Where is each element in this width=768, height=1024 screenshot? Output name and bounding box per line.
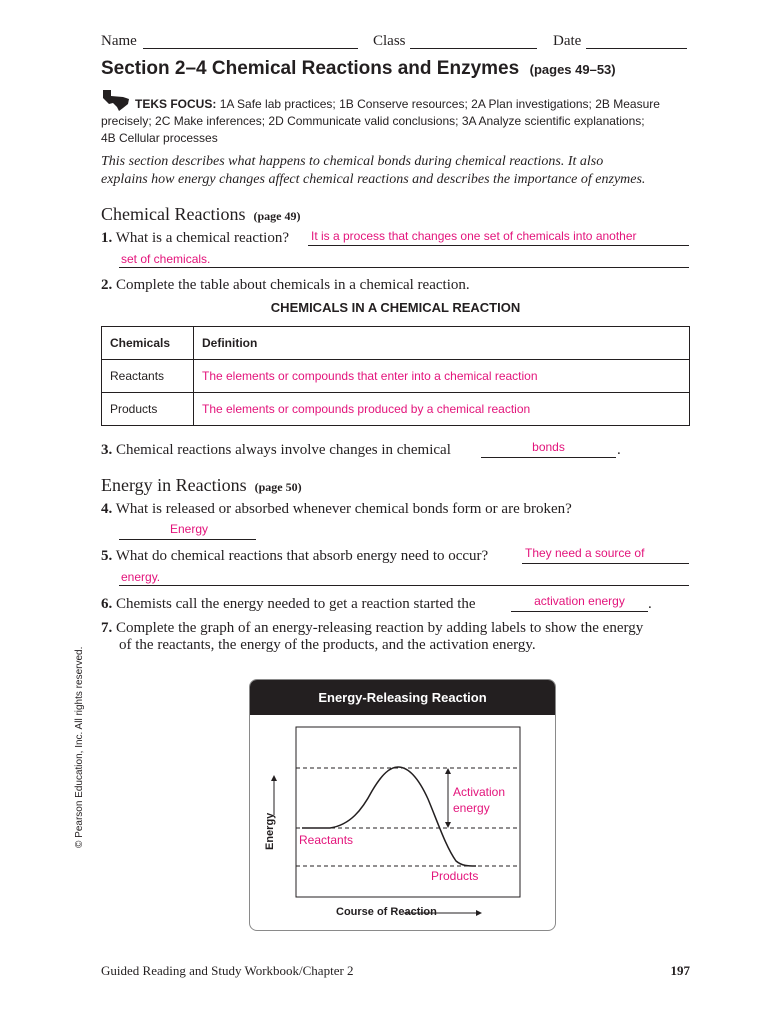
- question-text: Complete the table about chemicals in a chemical reaction.: [116, 277, 470, 293]
- table-header-row: [102, 327, 690, 360]
- question-1: [101, 230, 289, 247]
- section-title: Section 2–4 Chemical Reactions and Enzymes: [101, 58, 520, 79]
- answer-line-3[interactable]: [481, 457, 616, 458]
- date-label: Date: [553, 33, 582, 49]
- answer-line-4[interactable]: [119, 539, 256, 540]
- class-field[interactable]: [410, 48, 537, 49]
- question-5: [101, 548, 488, 565]
- label-line: energy: [453, 801, 490, 815]
- question-number: 4.: [101, 501, 113, 517]
- answer-1-line-2: set of chemicals.: [121, 252, 211, 266]
- teks-text-1: 1A Safe lab practices; 1B Conserve resources; 2A Plan investigations; 2B Measure: [219, 97, 660, 111]
- graph-title: Energy-Releasing Reaction: [250, 680, 555, 715]
- teks-label: TEKS FOCUS:: [135, 97, 217, 111]
- question-text: What do chemical reactions that absorb energy need to occur?: [115, 548, 489, 564]
- energy-graph: [249, 679, 556, 931]
- question-text: Chemical reactions always involve changes in chemical: [116, 442, 451, 458]
- question-number: 5.: [101, 548, 113, 564]
- answer-5-line-1: They need a source of: [525, 546, 645, 560]
- question-7-line-2: of the reactants, the energy of the products, and the activation energy.: [119, 637, 536, 653]
- copyright-notice: © Pearson Education, Inc. All rights reserved.: [74, 646, 85, 848]
- question-text: Chemists call the energy needed to get a reaction started the: [116, 596, 476, 612]
- arrow-up-icon: [271, 775, 277, 781]
- class-label: Class: [373, 33, 406, 49]
- answer-3: bonds: [532, 440, 565, 454]
- label-products[interactable]: Products: [431, 869, 479, 883]
- table-cell-definition[interactable]: The elements or compounds that enter into a chemical reaction: [194, 360, 690, 393]
- graph-xlabel: Course of Reaction: [336, 906, 437, 918]
- table-row: [102, 360, 690, 393]
- table-title: CHEMICALS IN A CHEMICAL REACTION: [270, 300, 521, 315]
- graph-ylabel: Energy: [264, 812, 276, 850]
- intro-line-2: explains how energy changes affect chemical reactions and describes the importance of enzymes.: [101, 172, 646, 187]
- table-row: [102, 393, 690, 426]
- question-number: 3.: [101, 442, 113, 458]
- footer-book: Guided Reading and Study Workbook/Chapter 2: [101, 963, 354, 978]
- answer-5-line-2: energy.: [121, 570, 161, 584]
- name-label: Name: [101, 33, 137, 49]
- question-6: [101, 596, 476, 613]
- arrow-right-icon: [476, 910, 482, 916]
- answer-line-5a[interactable]: [522, 563, 689, 564]
- question-number: 1.: [101, 230, 113, 246]
- answer-line-5b[interactable]: [119, 585, 689, 586]
- section-title-row: [101, 58, 616, 80]
- answer-line-6[interactable]: [511, 611, 648, 612]
- question-3-end: .: [617, 442, 621, 458]
- page-number: 197: [670, 963, 690, 978]
- label-line: Activation: [453, 785, 506, 799]
- question-text: Complete the graph of an energy-releasing reaction by adding labels to show the energy: [116, 620, 644, 636]
- question-number: 6.: [101, 596, 113, 612]
- name-field[interactable]: [143, 48, 358, 49]
- heading-text: Energy in Reactions: [101, 475, 247, 495]
- label-reactants[interactable]: Reactants: [299, 833, 354, 847]
- section-pages: (pages 49–53): [529, 62, 616, 77]
- heading-text: Chemical Reactions: [101, 204, 246, 224]
- chemicals-table: [101, 326, 690, 426]
- table-cell-chemical: Reactants: [102, 360, 194, 393]
- teks-line-1: [135, 97, 660, 111]
- question-2: [101, 277, 470, 294]
- table-cell-definition[interactable]: The elements or compounds produced by a chemical reaction: [194, 393, 690, 426]
- table-cell-chemical: Products: [102, 393, 194, 426]
- label-activation-energy[interactable]: [453, 784, 505, 816]
- heading-pages: (page 50): [254, 480, 302, 494]
- answer-1-line-1: It is a process that changes one set of chemicals into another: [311, 229, 637, 243]
- heading-pages: (page 49): [253, 209, 301, 223]
- chemical-reactions-heading: [101, 204, 300, 225]
- question-4: [101, 501, 572, 518]
- table-header-definition: Definition: [194, 327, 690, 360]
- teks-line-3: 4B Cellular processes: [101, 131, 218, 145]
- arrow-up-icon: [445, 768, 451, 774]
- texas-icon: [101, 88, 131, 112]
- answer-4: Energy: [170, 522, 209, 536]
- answer-line-1b[interactable]: [119, 267, 689, 268]
- question-6-end: .: [648, 596, 652, 612]
- answer-6: activation energy: [534, 594, 625, 608]
- graph-canvas: [250, 715, 555, 930]
- intro-line-1: This section describes what happens to chemical bonds during chemical reactions. It also: [101, 154, 604, 169]
- question-text: What is released or absorbed whenever chemical bonds form or are broken?: [115, 501, 572, 517]
- question-3: [101, 442, 451, 459]
- question-number: 2.: [101, 277, 113, 293]
- date-field[interactable]: [586, 48, 687, 49]
- energy-heading: [101, 475, 302, 496]
- teks-line-2: precisely; 2C Make inferences; 2D Communicate valid conclusions; 3A Analyze scientific explanations;: [101, 114, 645, 128]
- question-7: [101, 620, 643, 637]
- reaction-curve: [302, 767, 476, 866]
- table-header-chemicals: Chemicals: [102, 327, 194, 360]
- question-number: 7.: [101, 620, 113, 636]
- arrow-down-icon: [445, 822, 451, 828]
- question-text: What is a chemical reaction?: [115, 230, 289, 246]
- answer-line-1a[interactable]: [308, 245, 689, 246]
